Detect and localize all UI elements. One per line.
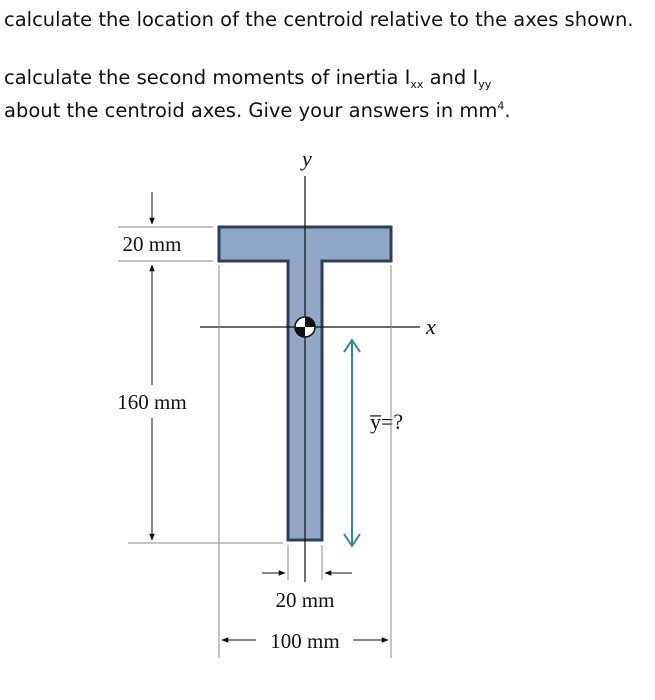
question-2-text-a: calculate the second moments of inertia I (4, 66, 411, 89)
subscript-xx: xx (410, 78, 424, 91)
dim-web-thickness-label: 20 mm (275, 588, 335, 612)
y-axis-label: y (302, 146, 312, 171)
centroid-distance-arrow (344, 340, 360, 546)
subscript-yy: yy (478, 78, 492, 91)
question-2-text-c: about the centroid axes. Give your answers in mm (4, 99, 498, 122)
question-1: calculate the location of the centroid relative to the axes shown. (4, 8, 634, 31)
centroid-distance-label: y̅=? (370, 409, 404, 434)
dim-flange-width-label: 100 mm (270, 629, 340, 653)
question-2-text-b: and I (423, 66, 479, 89)
dim-flange-thickness-label: 20 mm (122, 232, 182, 256)
centroid-symbol (295, 317, 315, 337)
dim-web-height-label: 160 mm (117, 390, 187, 414)
question-2-text-d: . (504, 99, 511, 122)
x-axis-label: x (426, 314, 436, 339)
superscript-4: 4 (497, 99, 505, 113)
